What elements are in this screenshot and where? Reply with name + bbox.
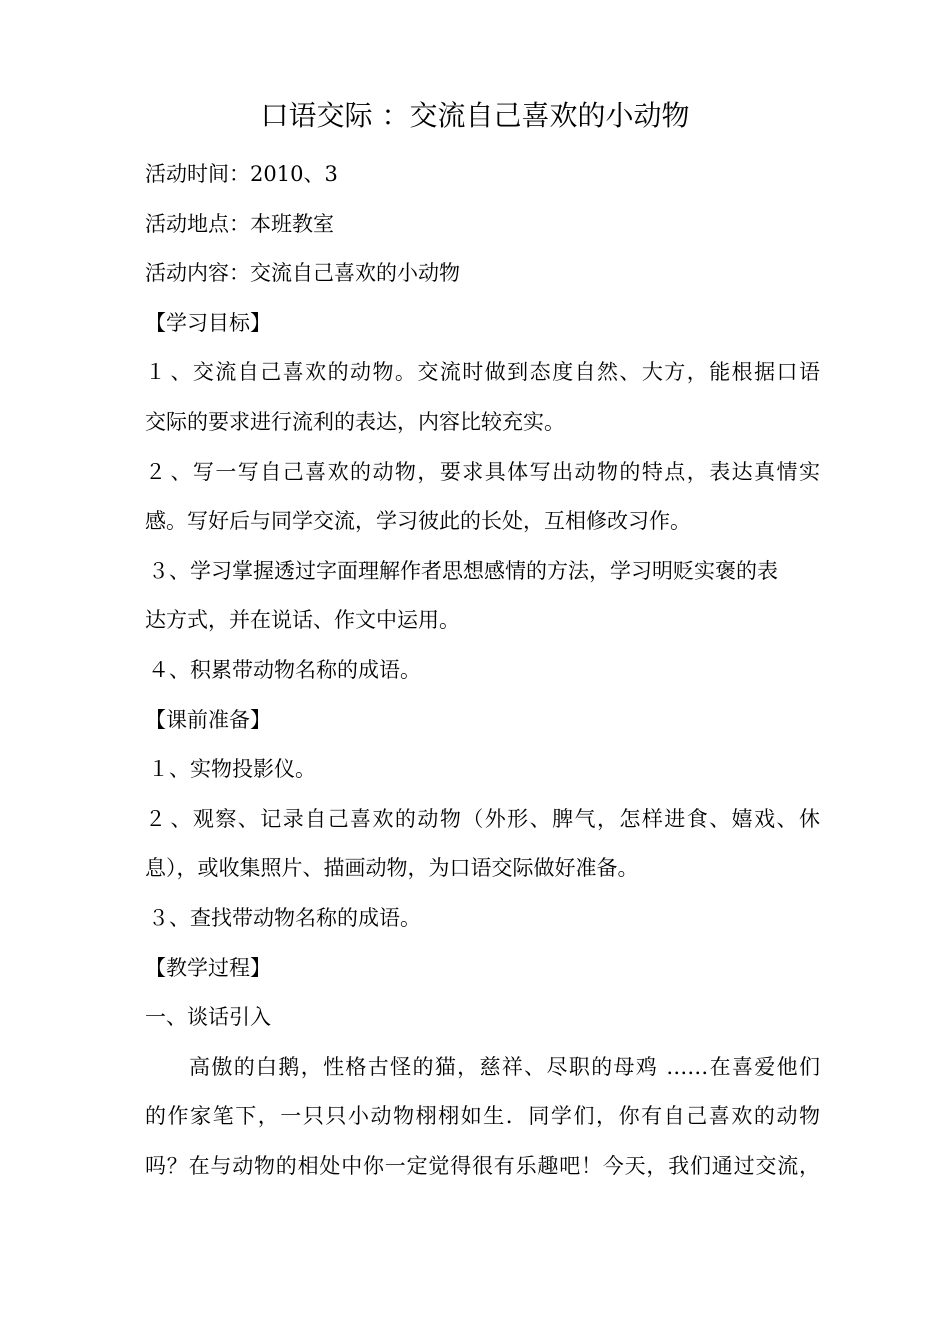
prep-item-2-line-2: 息），或收集照片、描画动物，为口语交际做好准备。 <box>145 856 639 881</box>
goal-item-1-line-2: 交际的要求进行流利的表达，内容比较充实。 <box>145 409 565 434</box>
prep-item-1-line-1 <box>145 745 820 795</box>
intro-paragraph-line-2: 的作家笔下，一只只小动物栩栩如生．同学们，你有自己喜欢的动物 <box>145 1104 820 1129</box>
goal-item-1-text: 、交流自己喜欢的动物。交流时做到态度自然、大方，能根据口语 <box>169 360 820 385</box>
goal-item-4-number: ４ <box>148 657 169 682</box>
goal-item-2-text: 、写一写自己喜欢的动物，要求具体写出动物的特点，表达真情实 <box>169 459 820 484</box>
goal-item-3-line-1 <box>145 547 820 597</box>
goal-item-3-text: 、学习掌握透过字面理解作者思想感情的方法，学习明贬实褒的表 <box>169 558 778 583</box>
goal-item-3-line-2: 达方式，并在说话、作文中运用。 <box>145 608 460 633</box>
goal-item-2-line-2: 感。写好后与同学交流，学习彼此的长处，互相修改习作。 <box>145 509 691 534</box>
goal-item-4-line-1 <box>145 646 820 696</box>
activity-place: 活动地点：本班教室 <box>145 211 334 236</box>
prep-item-3-text: 、查找带动物名称的成语。 <box>169 905 421 930</box>
intro-paragraph-line-3: 吗？在与动物的相处中你一定觉得很有乐趣吧！今天，我们通过交流， <box>145 1153 820 1178</box>
activity-content: 活动内容：交流自己喜欢的小动物 <box>145 261 460 286</box>
intro-paragraph-line-1: 高傲的白鹅，性格古怪的猫，慈祥、尽职的母鸡 ……在喜爱他们 <box>189 1054 820 1079</box>
goal-item-1-number: １ <box>145 360 166 385</box>
goal-item-1-line-1 <box>145 348 820 398</box>
activity-time: 活动时间：2010、3 <box>145 162 338 186</box>
process-section-1-heading: 一、谈话引入 <box>145 1005 271 1030</box>
goals-heading: 【学习目标】 <box>145 310 271 335</box>
process-heading: 【教学过程】 <box>145 955 271 980</box>
document-body <box>145 150 820 1191</box>
prep-item-3-line-1 <box>145 894 820 944</box>
prep-heading: 【课前准备】 <box>145 707 271 732</box>
document-title: 口语交际 ：交流自己喜欢的小动物 <box>260 99 690 132</box>
prep-item-1-text: 、实物投影仪。 <box>169 757 316 782</box>
prep-item-2-text: 、观察、记录自己喜欢的动物（外形、脾气，怎样进食、嬉戏、休 <box>169 806 820 831</box>
prep-item-2-number: ２ <box>145 806 166 831</box>
prep-item-2-line-1 <box>145 795 820 845</box>
goal-item-3-number: ３ <box>148 558 169 583</box>
goal-item-2-number: ２ <box>145 459 166 484</box>
prep-item-3-number: ３ <box>148 905 169 930</box>
prep-item-1-number: １ <box>148 757 169 782</box>
goal-item-4-text: 、积累带动物名称的成语。 <box>169 657 421 682</box>
goal-item-2-line-1 <box>145 448 820 498</box>
